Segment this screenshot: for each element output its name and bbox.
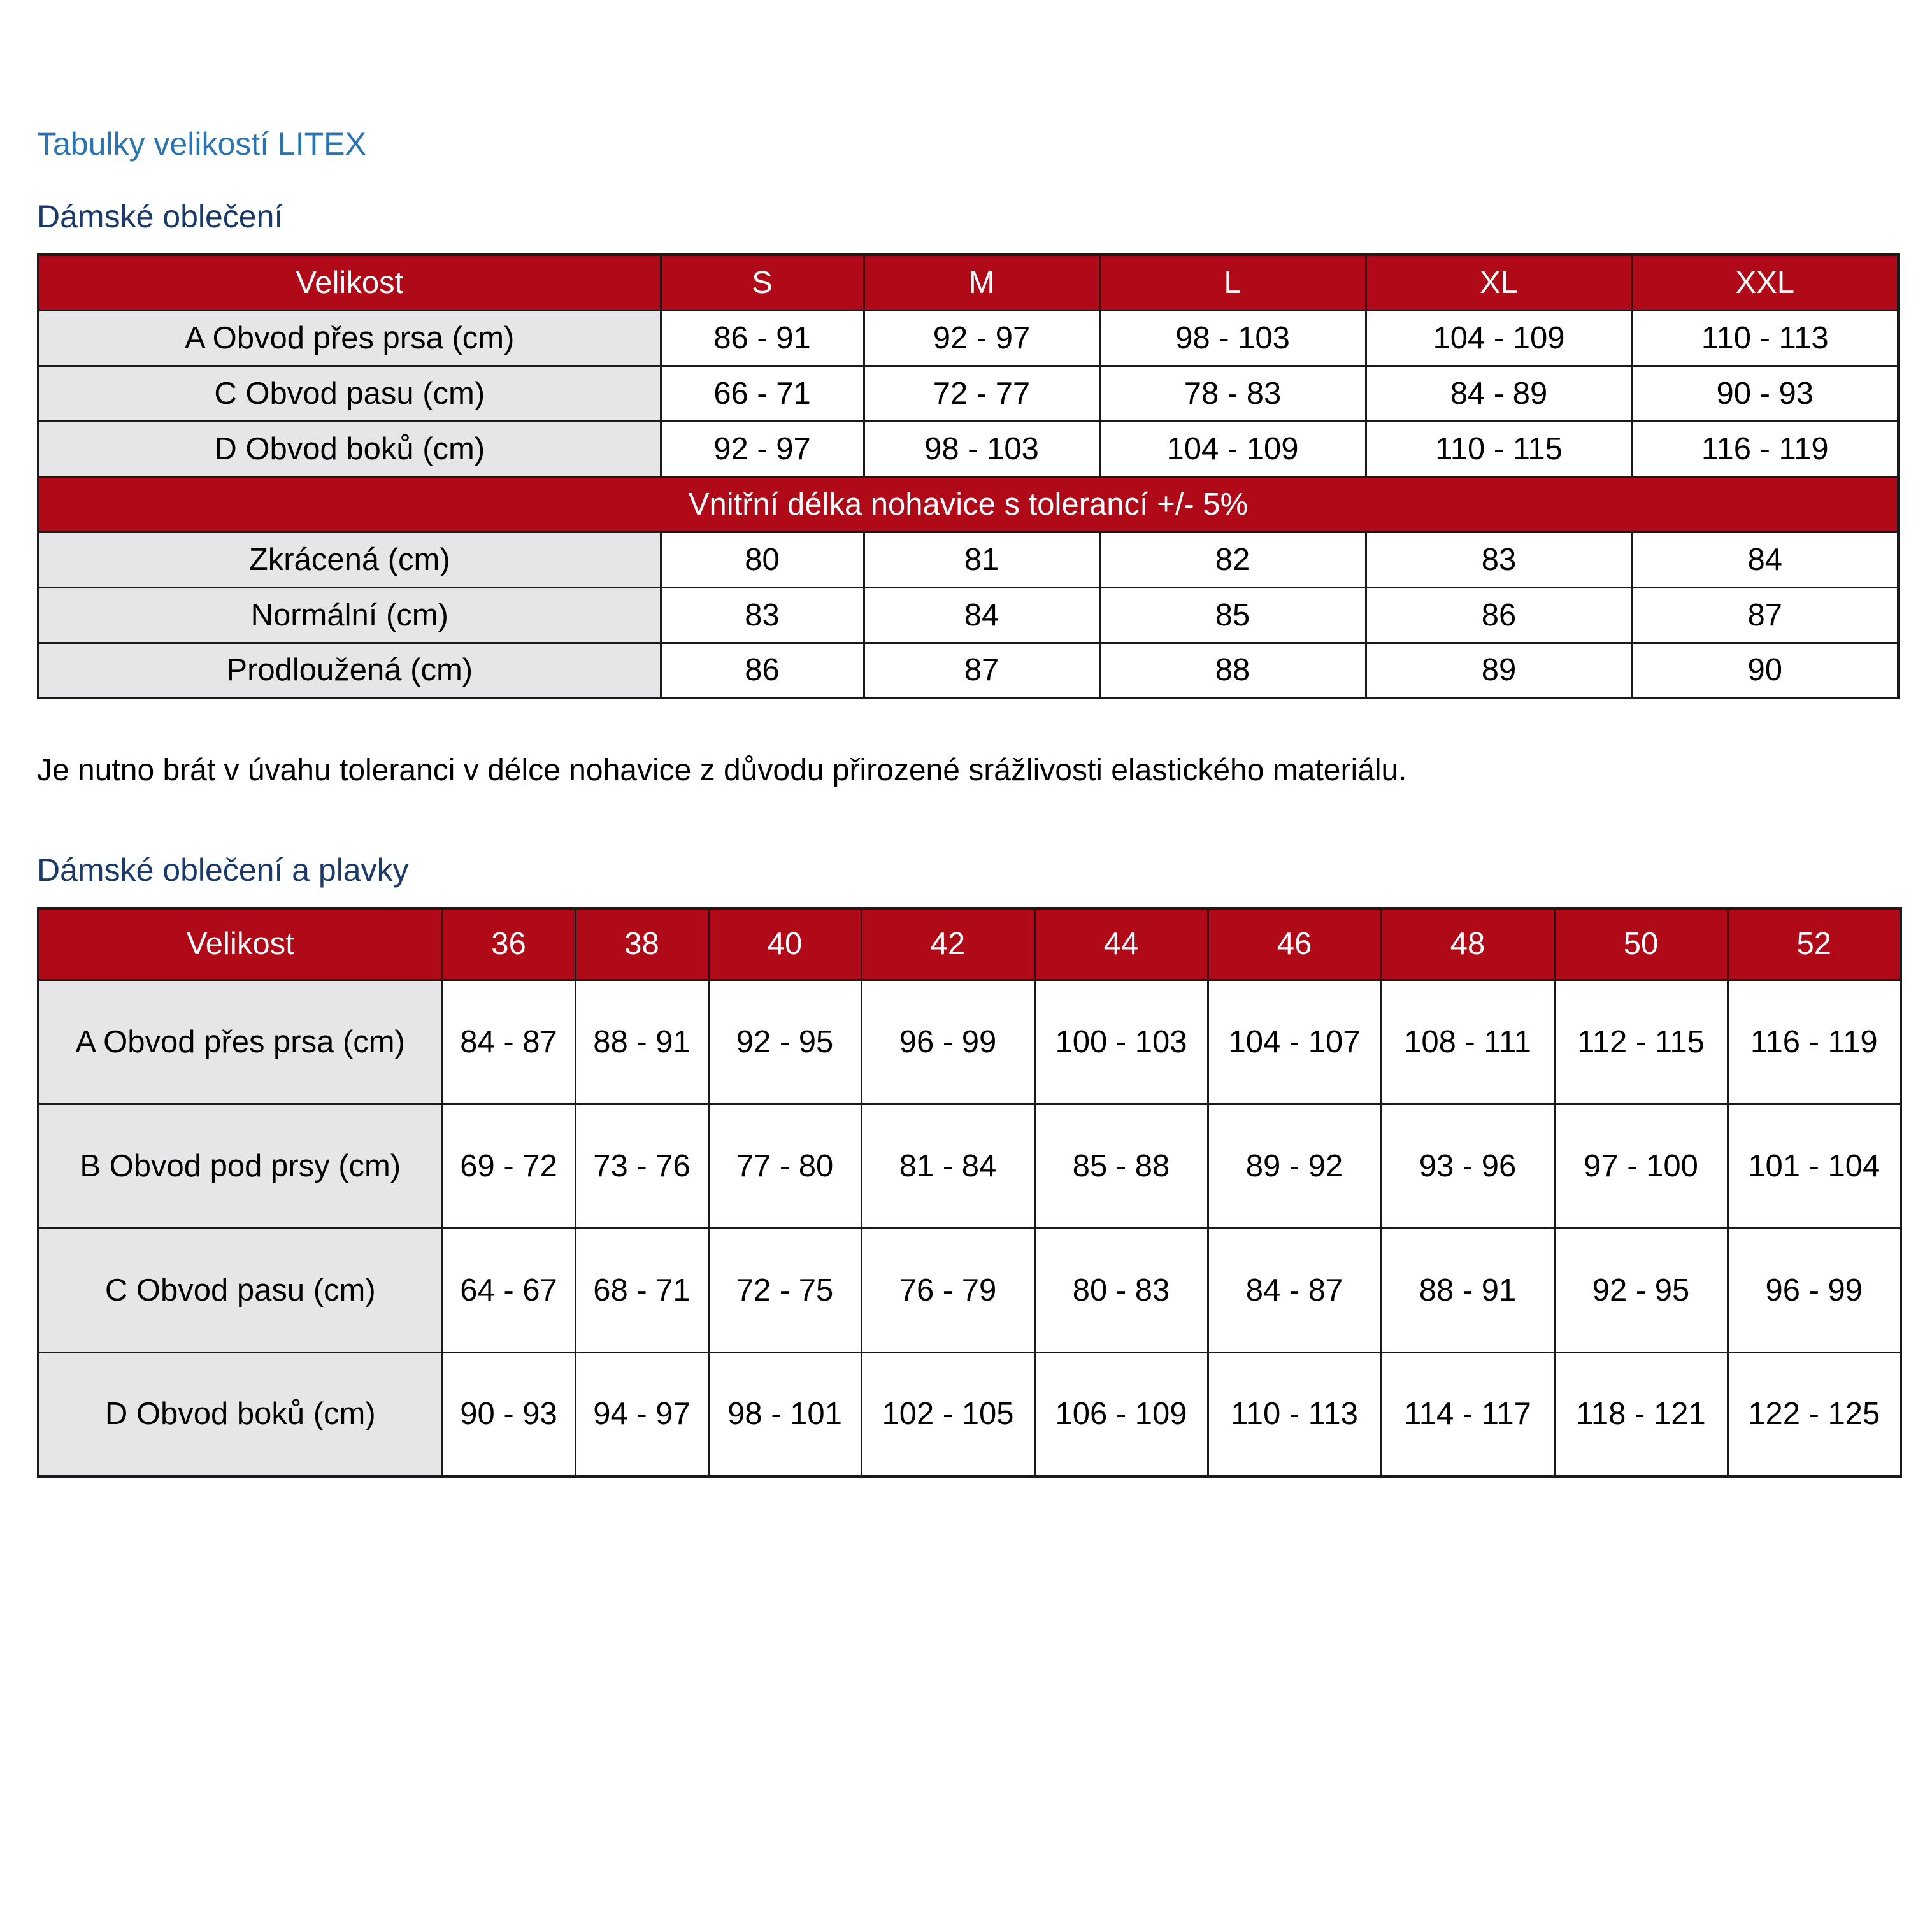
table-cell: 72 - 77 (864, 366, 1099, 421)
header-cell: XL (1366, 255, 1632, 310)
header-cell: 50 (1554, 908, 1728, 980)
table-cell: 104 - 109 (1099, 421, 1366, 476)
table-cell: 88 (1099, 643, 1366, 698)
table-cell: 106 - 109 (1034, 1352, 1208, 1476)
header-cell: S (661, 255, 864, 310)
header-cell: 48 (1381, 908, 1554, 980)
table-cell: 90 (1632, 643, 1898, 698)
section1-heading: Dámské oblečení (37, 199, 283, 234)
table-cell: 118 - 121 (1554, 1352, 1728, 1476)
table-row (38, 310, 1898, 366)
table-cell: 86 (661, 643, 864, 698)
table-cell: 98 - 103 (864, 421, 1099, 476)
table-cell: 72 - 75 (708, 1228, 861, 1352)
table-cell: 66 - 71 (661, 366, 864, 421)
table-cell: 104 - 107 (1208, 980, 1381, 1104)
table-cell: 89 - 92 (1208, 1104, 1381, 1228)
table-cell: 116 - 119 (1632, 421, 1898, 476)
header-cell: 46 (1208, 908, 1381, 980)
header-cell: XXL (1632, 255, 1898, 310)
table-row (38, 366, 1898, 421)
table-cell: 87 (864, 643, 1099, 698)
table-cell: 86 (1366, 587, 1632, 643)
table-cell: 78 - 83 (1099, 366, 1366, 421)
table-header-row (38, 908, 1901, 980)
table-cell: 114 - 117 (1381, 1352, 1554, 1476)
table-cell: 81 - 84 (861, 1104, 1034, 1228)
table-row (38, 532, 1898, 587)
table-header-row (38, 255, 1898, 310)
table-cell: 84 - 89 (1366, 366, 1632, 421)
header-cell: 38 (575, 908, 708, 980)
table-cell: 89 (1366, 643, 1632, 698)
header-cell: 52 (1728, 908, 1901, 980)
band-row (38, 476, 1898, 532)
table-cell: 85 - 88 (1034, 1104, 1208, 1228)
table-row (38, 587, 1898, 643)
header-cell: M (864, 255, 1099, 310)
row-label: C Obvod pasu (cm) (38, 1228, 442, 1352)
header-cell: Velikost (38, 255, 661, 310)
header-cell: L (1099, 255, 1366, 310)
row-label: Zkrácená (cm) (38, 532, 661, 587)
table-cell: 86 - 91 (661, 310, 864, 366)
table-cell: 73 - 76 (575, 1104, 708, 1228)
table-cell: 101 - 104 (1728, 1104, 1901, 1228)
table-cell: 68 - 71 (575, 1228, 708, 1352)
row-label: A Obvod přes prsa (cm) (38, 310, 661, 366)
table-cell: 92 - 97 (864, 310, 1099, 366)
table-row (38, 1352, 1901, 1476)
table-cell: 110 - 115 (1366, 421, 1632, 476)
tolerance-note: Je nutno brát v úvahu toleranci v délce nohavice z důvodu přirozené srážlivosti elastického materiálu. (37, 753, 1407, 787)
table-cell: 96 - 99 (1728, 1228, 1901, 1352)
table-cell: 97 - 100 (1554, 1104, 1728, 1228)
row-label: B Obvod pod prsy (cm) (38, 1104, 442, 1228)
header-cell: 44 (1034, 908, 1208, 980)
table-row (38, 1104, 1901, 1228)
header-cell: 42 (861, 908, 1034, 980)
table-cell: 85 (1099, 587, 1366, 643)
table-cell: 116 - 119 (1728, 980, 1901, 1104)
table-cell: 92 - 97 (661, 421, 864, 476)
row-label: Prodloužená (cm) (38, 643, 661, 698)
table-cell: 84 - 87 (1208, 1228, 1381, 1352)
table-cell: 76 - 79 (861, 1228, 1034, 1352)
size-table-swimwear (37, 907, 1902, 1478)
table-row (38, 643, 1898, 698)
row-label: C Obvod pasu (cm) (38, 366, 661, 421)
table-cell: 87 (1632, 587, 1898, 643)
row-label: D Obvod boků (cm) (38, 421, 661, 476)
header-cell: 40 (708, 908, 861, 980)
table-cell: 84 (864, 587, 1099, 643)
table-cell: 82 (1099, 532, 1366, 587)
table-row (38, 421, 1898, 476)
page-title: Tabulky velikostí LITEX (37, 126, 366, 162)
header-cell: Velikost (38, 908, 442, 980)
table-cell: 92 - 95 (1554, 1228, 1728, 1352)
table-row (38, 980, 1901, 1104)
table-cell: 98 - 101 (708, 1352, 861, 1476)
table-cell: 110 - 113 (1632, 310, 1898, 366)
row-label: D Obvod boků (cm) (38, 1352, 442, 1476)
row-label: Normální (cm) (38, 587, 661, 643)
table-cell: 83 (661, 587, 864, 643)
table-cell: 104 - 109 (1366, 310, 1632, 366)
table-cell: 94 - 97 (575, 1352, 708, 1476)
table-row (38, 1228, 1901, 1352)
table-cell: 69 - 72 (442, 1104, 575, 1228)
table-cell: 90 - 93 (1632, 366, 1898, 421)
table-cell: 112 - 115 (1554, 980, 1728, 1104)
table-cell: 80 - 83 (1034, 1228, 1208, 1352)
table-cell: 96 - 99 (861, 980, 1034, 1104)
table-cell: 84 - 87 (442, 980, 575, 1104)
table-cell: 108 - 111 (1381, 980, 1554, 1104)
inseam-band: Vnitřní délka nohavice s tolerancí +/- 5% (38, 476, 1898, 532)
section2-heading: Dámské oblečení a plavky (37, 852, 409, 888)
table-cell: 122 - 125 (1728, 1352, 1901, 1476)
table-cell: 80 (661, 532, 864, 587)
table-cell: 88 - 91 (575, 980, 708, 1104)
table-cell: 84 (1632, 532, 1898, 587)
size-table-clothing (37, 253, 1900, 699)
table-cell: 64 - 67 (442, 1228, 575, 1352)
table-cell: 93 - 96 (1381, 1104, 1554, 1228)
table-cell: 77 - 80 (708, 1104, 861, 1228)
row-label: A Obvod přes prsa (cm) (38, 980, 442, 1104)
table-cell: 83 (1366, 532, 1632, 587)
table-cell: 102 - 105 (861, 1352, 1034, 1476)
table-cell: 98 - 103 (1099, 310, 1366, 366)
table-cell: 92 - 95 (708, 980, 861, 1104)
header-cell: 36 (442, 908, 575, 980)
table-cell: 90 - 93 (442, 1352, 575, 1476)
table-cell: 88 - 91 (1381, 1228, 1554, 1352)
table-cell: 100 - 103 (1034, 980, 1208, 1104)
table-cell: 110 - 113 (1208, 1352, 1381, 1476)
table-cell: 81 (864, 532, 1099, 587)
